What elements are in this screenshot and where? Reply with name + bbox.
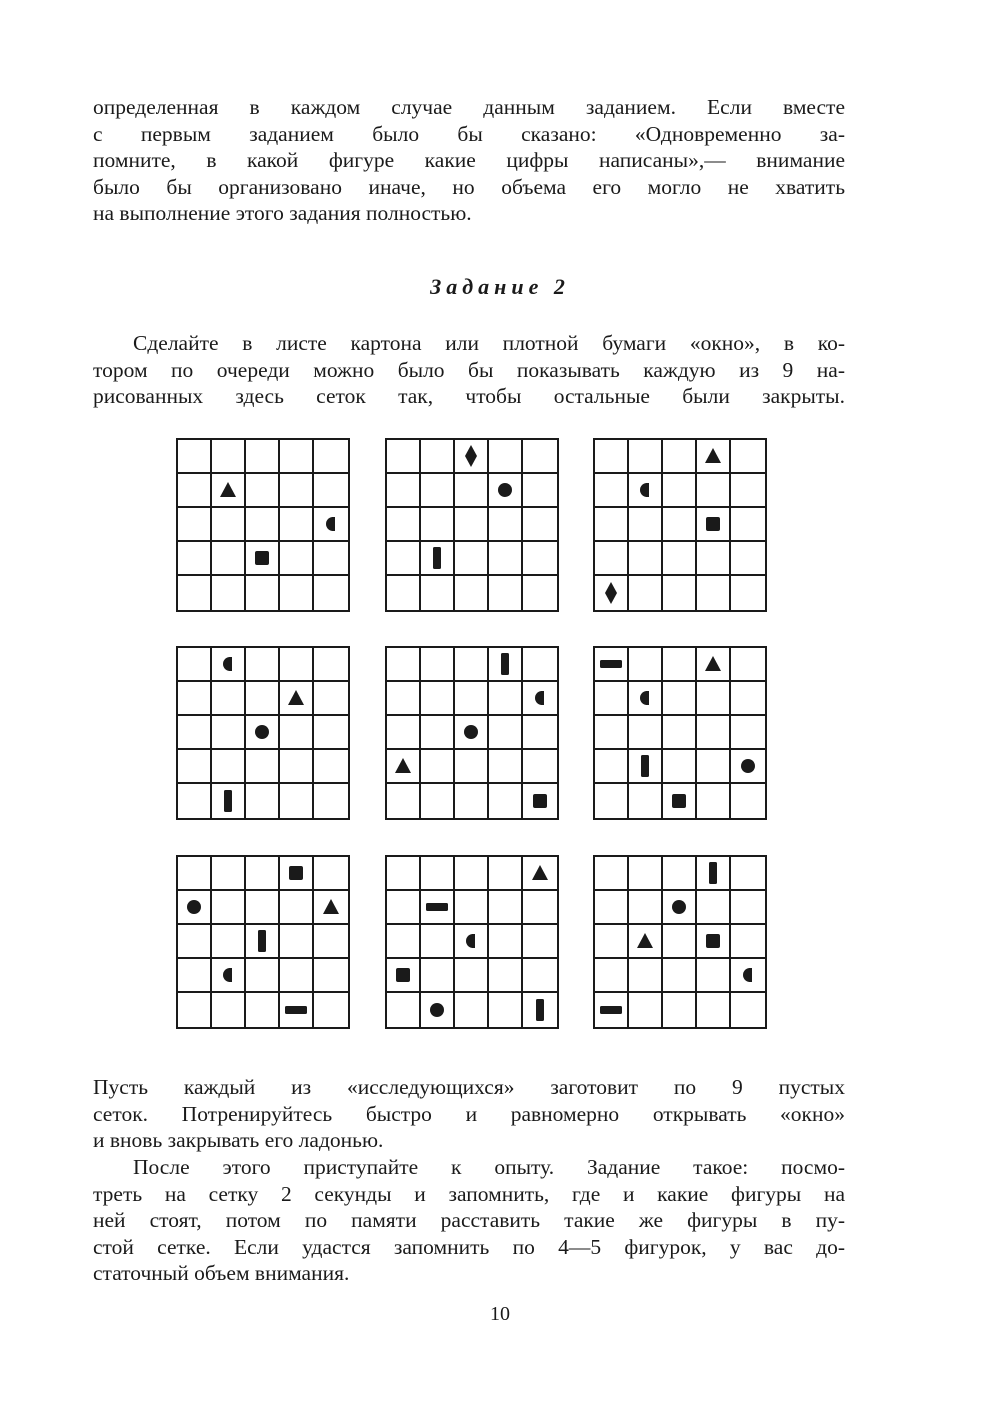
square-icon (528, 789, 552, 813)
grid-cell (212, 576, 246, 610)
square-icon (701, 512, 725, 536)
grid-cell (697, 474, 731, 508)
half-circle-icon (736, 963, 760, 987)
grid-cell (663, 925, 697, 959)
grid-cell (212, 925, 246, 959)
grid-cell (387, 648, 421, 682)
text-line: помните, в какой фигуре какие цифры написаны»,— внимание (93, 148, 845, 172)
grid-cell (663, 959, 697, 993)
text-line: на выполнение этого задания полностью. (93, 201, 472, 225)
grid-cell (314, 857, 348, 891)
grid-cell (212, 440, 246, 474)
grid-cell (455, 925, 489, 959)
grid-cell (421, 648, 455, 682)
grid-cell (178, 508, 212, 542)
grid-cell (178, 959, 212, 993)
grid-cell (178, 576, 212, 610)
grid-cell (489, 440, 523, 474)
grid-cell (489, 576, 523, 610)
grid-cell (246, 440, 280, 474)
grid-cell (595, 542, 629, 576)
text-line: статочный объем внимания. (93, 1261, 350, 1285)
grid-cell (280, 750, 314, 784)
grid-cell (629, 440, 663, 474)
square-icon (284, 861, 308, 885)
grid-cell (523, 542, 557, 576)
paragraph-top (93, 94, 845, 227)
grid-cell (595, 750, 629, 784)
grid-cell (387, 508, 421, 542)
square-icon (391, 963, 415, 987)
grid-cell (178, 716, 212, 750)
grid-cell (280, 959, 314, 993)
grid-cell (421, 508, 455, 542)
circle-icon (425, 998, 449, 1022)
circle-icon (736, 754, 760, 778)
grid-cell (314, 682, 348, 716)
figure-grid (176, 855, 350, 1029)
grid-cell (246, 474, 280, 508)
grid-cell (246, 576, 280, 610)
grid-cell (421, 576, 455, 610)
grid-cell (731, 542, 765, 576)
grid-cell (455, 576, 489, 610)
text-line: Сделайте в листе картона или плотной бумаги «окно», в ко- (133, 331, 845, 355)
square-icon (667, 789, 691, 813)
text-line: Пусть каждый из «исследующихся» заготовит по 9 пустых (93, 1075, 845, 1099)
grid-cell (663, 784, 697, 818)
grid-cell (455, 716, 489, 750)
grid-cell (280, 993, 314, 1027)
grid-cell (663, 508, 697, 542)
circle-icon (250, 720, 274, 744)
grid-cell (421, 474, 455, 508)
grid-cell (178, 542, 212, 576)
grid-cell (489, 857, 523, 891)
grid-cell (697, 750, 731, 784)
grid-cell (314, 993, 348, 1027)
grid-cell (697, 576, 731, 610)
grid-cell (629, 857, 663, 891)
grid-cell (663, 576, 697, 610)
grid-cell (523, 440, 557, 474)
grid-cell (246, 682, 280, 716)
grid-cell (455, 857, 489, 891)
grid-cell (280, 682, 314, 716)
grid-cell (489, 508, 523, 542)
grid-cell (629, 784, 663, 818)
grid-cell (212, 750, 246, 784)
grid-cell (314, 576, 348, 610)
grid-cell (387, 440, 421, 474)
grid-cell (280, 474, 314, 508)
circle-icon (493, 478, 517, 502)
grid-cell (387, 993, 421, 1027)
grid-cell (212, 542, 246, 576)
grid-cell (489, 750, 523, 784)
grid-cell (387, 925, 421, 959)
grid-cell (731, 959, 765, 993)
grid-cell (595, 508, 629, 542)
grid-cell (212, 857, 246, 891)
grid-cell (731, 891, 765, 925)
grid-cell (523, 857, 557, 891)
grid-cell (731, 474, 765, 508)
vertical-bar-icon (701, 861, 725, 885)
triangle-icon (391, 754, 415, 778)
grid-cell (663, 648, 697, 682)
grid-cell (629, 925, 663, 959)
grid-cell (280, 648, 314, 682)
grid-cell (697, 784, 731, 818)
text-line: и вновь закрывать его ладонью. (93, 1128, 384, 1152)
grid-cell (455, 440, 489, 474)
grid-cell (595, 682, 629, 716)
grid-cell (629, 508, 663, 542)
grid-cell (246, 857, 280, 891)
grid-cell (455, 648, 489, 682)
grid-cell (523, 784, 557, 818)
grid-cell (178, 648, 212, 682)
grid-cell (314, 750, 348, 784)
grid-cell (697, 542, 731, 576)
triangle-icon (284, 686, 308, 710)
grid-cell (697, 959, 731, 993)
circle-icon (459, 720, 483, 744)
grid-cell (178, 891, 212, 925)
grid-cell (212, 474, 246, 508)
grid-cell (523, 959, 557, 993)
page-number: 10 (490, 1303, 510, 1325)
triangle-icon (528, 861, 552, 885)
grid-cell (663, 750, 697, 784)
grid-cell (731, 784, 765, 818)
grid-cell (595, 784, 629, 818)
grid-cell (314, 474, 348, 508)
grid-cell (387, 542, 421, 576)
grid-cell (629, 542, 663, 576)
half-circle-icon (459, 929, 483, 953)
grid-cell (595, 716, 629, 750)
grid-cell (387, 474, 421, 508)
grid-cell (421, 891, 455, 925)
figure-grid (593, 438, 767, 612)
grid-cell (314, 716, 348, 750)
vertical-bar-icon (633, 754, 657, 778)
text-line: тором по очереди можно было бы показывать каждую из 9 на- (93, 357, 845, 382)
text-line: было бы организовано иначе, но объема его могло не хватить (93, 174, 845, 199)
grid-cell (246, 508, 280, 542)
grid-cell (280, 857, 314, 891)
figure-grid (593, 855, 767, 1029)
figure-grid (176, 438, 350, 612)
grid-cell (455, 959, 489, 993)
paragraph-after-grids (93, 1074, 845, 1154)
grid-cell (629, 716, 663, 750)
grid-cell (629, 750, 663, 784)
diamond-icon (599, 581, 623, 605)
grid-cell (523, 576, 557, 610)
grid-cell (697, 440, 731, 474)
grid-cell (697, 508, 731, 542)
triangle-icon (216, 478, 240, 502)
grid-cell (212, 682, 246, 716)
grid-cell (595, 891, 629, 925)
grid-cell (421, 857, 455, 891)
grid-cell (629, 959, 663, 993)
grid-cell (387, 857, 421, 891)
grid-cell (523, 750, 557, 784)
grid-cell (663, 682, 697, 716)
grid-cell (731, 440, 765, 474)
grid-cell (314, 440, 348, 474)
grid-cell (697, 925, 731, 959)
grid-cell (697, 682, 731, 716)
grid-cell (246, 993, 280, 1027)
grid-cell (595, 857, 629, 891)
vertical-bar-icon (528, 998, 552, 1022)
grid-cell (280, 542, 314, 576)
grid-cell (212, 784, 246, 818)
grid-cell (455, 508, 489, 542)
grid-cell (178, 784, 212, 818)
grid-cell (246, 925, 280, 959)
grid-cell (523, 925, 557, 959)
horizontal-bar-icon (599, 652, 623, 676)
half-circle-icon (216, 652, 240, 676)
task-heading: Задание 2 (430, 274, 570, 299)
grid-cell (663, 716, 697, 750)
horizontal-bar-icon (284, 998, 308, 1022)
grid-cell (731, 925, 765, 959)
grid-cell (523, 891, 557, 925)
grid-cell (280, 440, 314, 474)
grid-cell (523, 993, 557, 1027)
grid-cell (212, 891, 246, 925)
grid-cell (212, 648, 246, 682)
grid-cell (489, 682, 523, 716)
grid-cell (595, 474, 629, 508)
square-icon (701, 929, 725, 953)
half-circle-icon (633, 686, 657, 710)
grid-cell (731, 993, 765, 1027)
grid-cell (212, 993, 246, 1027)
grid-cell (455, 542, 489, 576)
grid-cell (489, 474, 523, 508)
grid-cell (421, 682, 455, 716)
grid-cell (280, 716, 314, 750)
grid-cell (178, 474, 212, 508)
grid-cell (280, 784, 314, 818)
grid-cell (178, 857, 212, 891)
grid-cell (212, 716, 246, 750)
grid-cell (314, 508, 348, 542)
grid-cell (280, 508, 314, 542)
grid-cell (697, 993, 731, 1027)
circle-icon (667, 895, 691, 919)
grid-cell (731, 857, 765, 891)
grid-cell (455, 750, 489, 784)
grid-cell (280, 891, 314, 925)
vertical-bar-icon (425, 546, 449, 570)
square-icon (250, 546, 274, 570)
grid-cell (663, 474, 697, 508)
grid-cell (314, 959, 348, 993)
vertical-bar-icon (493, 652, 517, 676)
grid-cell (697, 648, 731, 682)
grid-cell (489, 716, 523, 750)
grid-cell (697, 857, 731, 891)
grid-cell (731, 682, 765, 716)
grid-cell (697, 891, 731, 925)
text-line: треть на сетку 2 секунды и запомнить, где и какие фигуры на (93, 1181, 845, 1206)
grid-cell (731, 508, 765, 542)
grid-cell (387, 576, 421, 610)
grid-cell (595, 576, 629, 610)
grid-cell (489, 993, 523, 1027)
grid-cell (663, 993, 697, 1027)
grid-cell (178, 440, 212, 474)
grid-cell (421, 959, 455, 993)
paragraph-task (93, 330, 845, 410)
text-line: рисованных здесь сеток так, чтобы остальные были закрыты. (93, 384, 845, 408)
grid-cell (489, 648, 523, 682)
grid-cell (595, 993, 629, 1027)
grid-cell (246, 784, 280, 818)
figure-grid (385, 646, 559, 820)
vertical-bar-icon (250, 929, 274, 953)
grid-cell (731, 648, 765, 682)
grid-cell (629, 891, 663, 925)
grid-cell (595, 648, 629, 682)
grid-cell (212, 508, 246, 542)
grid-cell (246, 750, 280, 784)
grid-cell (178, 682, 212, 716)
text-line: с первым заданием было бы сказано: «Одновременно за- (93, 121, 845, 146)
text-line: стой сетке. Если удастся запомнить по 4—5 фигурок, у вас до- (93, 1234, 845, 1259)
grid-cell (314, 891, 348, 925)
grid-cell (387, 750, 421, 784)
grid-cell (421, 542, 455, 576)
horizontal-bar-icon (425, 895, 449, 919)
grid-cell (387, 784, 421, 818)
grid-cell (246, 959, 280, 993)
grid-cell (489, 891, 523, 925)
grid-cell (489, 925, 523, 959)
half-circle-icon (633, 478, 657, 502)
grid-cell (629, 648, 663, 682)
triangle-icon (633, 929, 657, 953)
grid-cell (314, 784, 348, 818)
grid-cell (629, 993, 663, 1027)
text-line: ней стоят, потом по памяти расставить такие же фигуры в пу- (93, 1208, 845, 1232)
text-line: После этого приступайте к опыту. Задание такое: посмо- (133, 1155, 845, 1179)
grid-cell (731, 750, 765, 784)
grid-cell (314, 542, 348, 576)
circle-icon (182, 895, 206, 919)
paragraph-final (93, 1154, 845, 1287)
figure-grid (385, 855, 559, 1029)
grid-cell (178, 925, 212, 959)
text-line: сеток. Потренируйтесь быстро и равномерно открывать «окно» (93, 1101, 845, 1126)
grid-cell (314, 648, 348, 682)
half-circle-icon (319, 512, 343, 536)
grid-cell (455, 784, 489, 818)
grid-cell (246, 891, 280, 925)
grid-cell (523, 508, 557, 542)
grid-cell (731, 576, 765, 610)
grid-cell (387, 716, 421, 750)
grid-cell (731, 716, 765, 750)
grid-cell (178, 750, 212, 784)
figure-grid (176, 646, 350, 820)
grid-cell (595, 925, 629, 959)
grid-cell (387, 959, 421, 993)
figure-grid (593, 646, 767, 820)
grid-cell (246, 716, 280, 750)
grid-cell (178, 993, 212, 1027)
grid-cell (523, 474, 557, 508)
grid-cell (212, 959, 246, 993)
horizontal-bar-icon (599, 998, 623, 1022)
triangle-icon (701, 444, 725, 468)
grid-cell (663, 857, 697, 891)
grid-cell (629, 474, 663, 508)
grid-cell (246, 542, 280, 576)
grid-cell (421, 716, 455, 750)
grid-cell (697, 716, 731, 750)
grid-cell (595, 440, 629, 474)
half-circle-icon (216, 963, 240, 987)
grid-cell (280, 925, 314, 959)
grid-cell (280, 576, 314, 610)
grid-cell (246, 648, 280, 682)
grid-cell (629, 576, 663, 610)
grid-cell (314, 925, 348, 959)
grid-cell (455, 682, 489, 716)
vertical-bar-icon (216, 789, 240, 813)
diamond-icon (459, 444, 483, 468)
grid-cell (387, 891, 421, 925)
grid-cell (421, 993, 455, 1027)
grid-cell (595, 959, 629, 993)
grid-cell (523, 648, 557, 682)
grid-cell (629, 682, 663, 716)
grid-cell (455, 993, 489, 1027)
triangle-icon (701, 652, 725, 676)
grid-cell (663, 542, 697, 576)
half-circle-icon (528, 686, 552, 710)
grid-cell (421, 440, 455, 474)
grid-cell (421, 925, 455, 959)
grid-cell (455, 474, 489, 508)
grid-cell (523, 682, 557, 716)
grid-cell (421, 784, 455, 818)
grid-cell (489, 784, 523, 818)
grid-cell (489, 542, 523, 576)
text-line: определенная в каждом случае данным заданием. Если вместе (93, 95, 845, 119)
grid-cell (663, 891, 697, 925)
grid-cell (421, 750, 455, 784)
grid-cell (663, 440, 697, 474)
triangle-icon (319, 895, 343, 919)
grid-cell (489, 959, 523, 993)
grid-cell (523, 716, 557, 750)
grid-cell (455, 891, 489, 925)
figure-grid (385, 438, 559, 612)
grid-cell (387, 682, 421, 716)
